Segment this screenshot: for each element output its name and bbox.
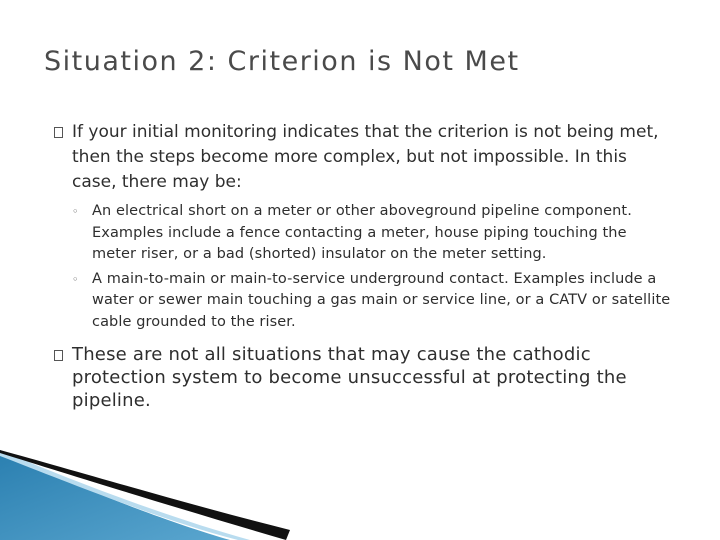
corner-swoosh-decoration <box>0 450 290 540</box>
sub-bullet-item <box>72 269 674 334</box>
bullet-text: If your initial monitoring indicates that the criterion is not being met, then the steps become more complex, but not impossible. In this case, there may be: <box>72 122 659 192</box>
square-bullet-icon <box>54 127 63 138</box>
slide-content <box>54 120 674 412</box>
bullet-text: These are not all situations that may cause the cathodic protection system to become unsuccessful at protecting the pipeline. <box>72 344 627 411</box>
sub-bullet-text: An electrical short on a meter or other aboveground pipeline component. Examples include a fence contacting a meter, house piping touching the meter riser, or a bad (shorted) insulator on the meter setting. <box>92 203 632 262</box>
sub-bullet-item <box>72 201 674 266</box>
square-bullet-icon <box>54 350 63 361</box>
slide-title: Situation 2: Criterion is Not Met <box>44 46 520 77</box>
bullet-item <box>54 343 674 412</box>
circle-bullet-icon: ◦ <box>72 205 79 218</box>
circle-bullet-icon: ◦ <box>72 272 79 286</box>
sub-bullet-list <box>54 201 674 333</box>
sub-bullet-text: A main-to-main or main-to-service underground contact. Examples include a water or sewer main touching a gas main or service line, or a CATV or satellite cable grounded to the riser. <box>92 270 671 330</box>
bullet-item <box>54 120 674 195</box>
